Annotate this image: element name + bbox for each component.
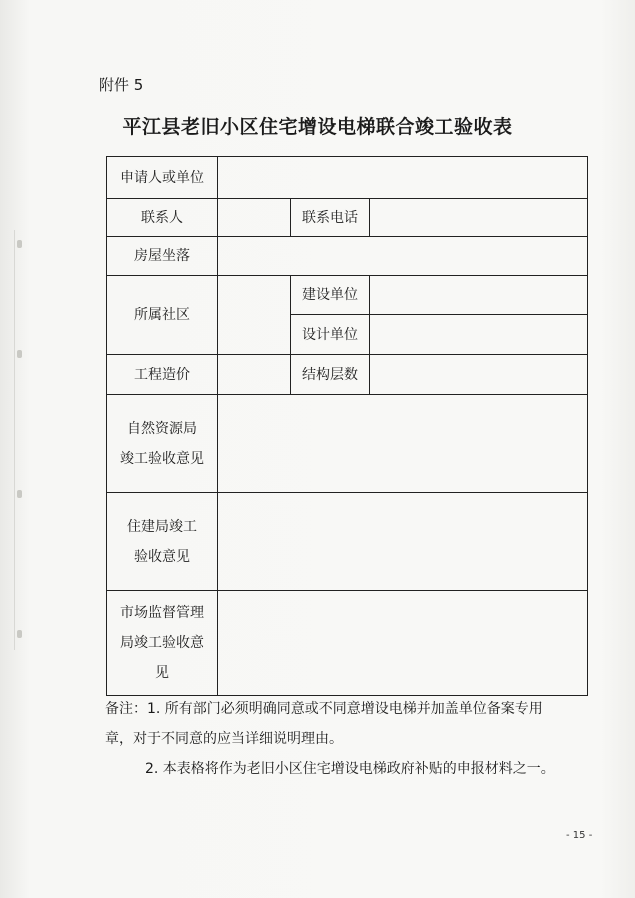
floors-label: 结构层数	[291, 355, 370, 395]
contact-label: 联系人	[107, 199, 218, 237]
note-1-line-1: 备注：1. 所有部门必须明确同意或不同意增设电梯并加盖单位备案专用	[105, 701, 543, 717]
design-unit-field[interactable]	[370, 315, 588, 355]
housing-opinion-field[interactable]	[218, 493, 588, 591]
contact-field[interactable]	[218, 199, 291, 237]
notes-section	[105, 694, 593, 784]
natural-resources-label-line2: 竣工验收意见	[120, 450, 204, 467]
market-label-line3: 见	[155, 665, 169, 681]
location-label: 房屋坐落	[107, 237, 218, 276]
cost-field[interactable]	[218, 355, 291, 395]
row-market-supervision	[107, 591, 588, 696]
cost-label: 工程造价	[107, 355, 218, 395]
natural-resources-label-line1: 自然资源局	[127, 420, 197, 437]
housing-label	[107, 493, 218, 591]
row-cost	[107, 355, 588, 395]
note-2: 2. 本表格将作为老旧小区住宅增设电梯政府补贴的申报材料之一。	[145, 761, 555, 777]
market-supervision-label	[107, 591, 218, 696]
applicant-field[interactable]	[218, 157, 588, 199]
row-contact	[107, 199, 588, 237]
design-unit-label: 设计单位	[291, 315, 370, 355]
page-number: - 15 -	[566, 830, 593, 841]
market-label-line1: 市场监督管理	[120, 605, 204, 621]
natural-resources-opinion-field[interactable]	[218, 395, 588, 493]
row-housing	[107, 493, 588, 591]
community-field[interactable]	[218, 276, 291, 355]
location-field[interactable]	[218, 237, 588, 276]
housing-label-line2: 验收意见	[134, 548, 190, 565]
market-supervision-opinion-field[interactable]	[218, 591, 588, 696]
attachment-label: 附件 5	[99, 76, 144, 94]
note-1-line-2: 章，对于不同意的应当详细说明理由。	[105, 731, 343, 747]
construction-unit-label: 建设单位	[291, 276, 370, 315]
market-label-line2: 局竣工验收意	[120, 635, 204, 651]
floors-field[interactable]	[370, 355, 588, 395]
phone-field[interactable]	[370, 199, 588, 237]
community-label: 所属社区	[107, 276, 218, 355]
housing-label-line1: 住建局竣工	[127, 518, 197, 535]
construction-unit-field[interactable]	[370, 276, 588, 315]
row-construction-unit	[107, 276, 588, 315]
applicant-label: 申请人或单位	[107, 157, 218, 199]
row-applicant	[107, 157, 588, 199]
natural-resources-label	[107, 395, 218, 493]
phone-label: 联系电话	[291, 199, 370, 237]
binding-holes	[14, 230, 21, 650]
row-natural-resources	[107, 395, 588, 493]
form-title: 平江县老旧小区住宅增设电梯联合竣工验收表	[122, 116, 513, 138]
acceptance-form-table	[106, 156, 588, 696]
row-location	[107, 237, 588, 276]
